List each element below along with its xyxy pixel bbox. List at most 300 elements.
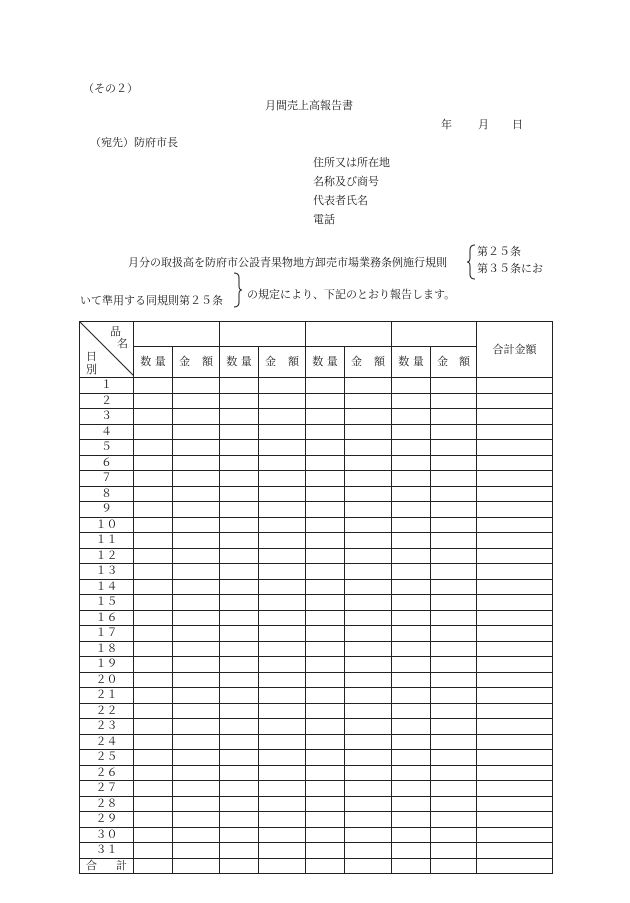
qty-cell[interactable] [392,409,431,425]
amount-cell[interactable] [173,719,220,735]
amount-cell[interactable] [431,796,477,812]
qty-cell[interactable] [134,765,173,781]
amount-cell[interactable] [259,657,306,673]
total-amount-cell[interactable] [477,672,553,688]
qty-cell[interactable] [220,409,259,425]
total-amount-cell[interactable] [477,533,553,549]
amount-cell[interactable] [173,781,220,797]
total-amount-cell[interactable] [477,610,553,626]
amount-cell[interactable] [431,455,477,471]
qty-cell[interactable] [220,610,259,626]
qty-cell[interactable] [134,641,173,657]
amount-cell[interactable] [259,579,306,595]
qty-cell[interactable] [220,750,259,766]
amount-cell[interactable] [259,564,306,580]
qty-cell[interactable] [306,595,345,611]
amount-cell[interactable] [259,858,306,874]
amount-cell[interactable] [259,827,306,843]
amount-cell[interactable] [259,843,306,859]
amount-cell[interactable] [259,765,306,781]
qty-cell[interactable] [392,378,431,394]
amount-cell[interactable] [345,672,392,688]
qty-cell[interactable] [134,719,173,735]
amount-cell[interactable] [345,719,392,735]
qty-cell[interactable] [392,703,431,719]
qty-cell[interactable] [306,734,345,750]
amount-cell[interactable] [345,858,392,874]
qty-cell[interactable] [220,455,259,471]
representative-label: 代表者氏名 [313,194,368,207]
qty-cell[interactable] [392,781,431,797]
qty-cell[interactable] [134,471,173,487]
qty-cell[interactable] [392,750,431,766]
total-amount-cell[interactable] [477,548,553,564]
product-name-cell-4[interactable] [392,322,477,347]
amount-cell[interactable] [259,719,306,735]
qty-cell[interactable] [392,626,431,642]
amount-cell[interactable] [259,781,306,797]
amount-cell[interactable] [345,781,392,797]
amount-cell[interactable] [345,564,392,580]
qty-cell[interactable] [220,548,259,564]
amount-header-1 [173,347,220,378]
amount-cell[interactable] [431,393,477,409]
qty-cell[interactable] [392,440,431,456]
qty-cell[interactable] [134,858,173,874]
product-name-cell-2[interactable] [220,322,306,347]
qty-cell[interactable] [392,765,431,781]
amount-cell[interactable] [173,440,220,456]
amount-cell[interactable] [345,595,392,611]
qty-cell[interactable] [392,734,431,750]
qty-cell[interactable] [306,719,345,735]
amount-cell[interactable] [259,595,306,611]
total-amount-cell[interactable] [477,657,553,673]
amount-cell[interactable] [431,533,477,549]
amount-cell[interactable] [173,734,220,750]
qty-cell[interactable] [306,393,345,409]
amount-cell[interactable] [431,734,477,750]
amount-cell[interactable] [431,827,477,843]
qty-cell[interactable] [392,517,431,533]
amount-cell[interactable] [431,812,477,828]
qty-cell[interactable] [220,517,259,533]
amount-cell[interactable] [345,486,392,502]
qty-cell[interactable] [306,703,345,719]
qty-cell[interactable] [134,827,173,843]
qty-cell[interactable] [134,672,173,688]
qty-cell[interactable] [392,595,431,611]
total-amount-cell[interactable] [477,393,553,409]
amount-cell[interactable] [259,424,306,440]
qty-cell[interactable] [134,626,173,642]
amount-cell[interactable] [345,843,392,859]
qty-cell[interactable] [392,455,431,471]
amount-cell[interactable] [259,393,306,409]
product-name-cell-3[interactable] [306,322,392,347]
qty-cell[interactable] [306,781,345,797]
qty-cell[interactable] [306,517,345,533]
total-amount-cell[interactable] [477,455,553,471]
amount-cell[interactable] [345,703,392,719]
amount-cell[interactable] [345,610,392,626]
qty-cell[interactable] [220,471,259,487]
amount-cell[interactable] [173,533,220,549]
qty-cell[interactable] [306,765,345,781]
amount-cell[interactable] [431,641,477,657]
total-amount-cell[interactable] [477,765,553,781]
amount-cell[interactable] [345,440,392,456]
qty-cell[interactable] [134,781,173,797]
qty-cell[interactable] [220,502,259,518]
amount-cell[interactable] [345,688,392,704]
qty-cell[interactable] [220,703,259,719]
qty-cell[interactable] [306,843,345,859]
qty-cell[interactable] [306,378,345,394]
amount-cell[interactable] [173,486,220,502]
total-amount-cell[interactable] [477,471,553,487]
amount-cell[interactable] [345,517,392,533]
amount-cell[interactable] [173,548,220,564]
amount-cell[interactable] [431,548,477,564]
amount-cell[interactable] [173,579,220,595]
amount-cell[interactable] [345,579,392,595]
amount-cell[interactable] [431,657,477,673]
qty-cell[interactable] [134,796,173,812]
qty-cell[interactable] [220,672,259,688]
amount-cell[interactable] [431,378,477,394]
amount-cell[interactable] [345,812,392,828]
qty-cell[interactable] [220,781,259,797]
qty-cell[interactable] [134,409,173,425]
qty-cell[interactable] [134,486,173,502]
amount-cell[interactable] [259,502,306,518]
qty-cell[interactable] [392,610,431,626]
amount-cell[interactable] [431,440,477,456]
qty-cell[interactable] [306,455,345,471]
qty-cell[interactable] [392,719,431,735]
day-row [80,610,553,626]
qty-cell[interactable] [134,548,173,564]
qty-cell[interactable] [134,393,173,409]
qty-cell[interactable] [134,750,173,766]
amount-cell[interactable] [345,533,392,549]
qty-cell[interactable] [220,719,259,735]
amount-cell[interactable] [345,796,392,812]
qty-cell[interactable] [134,812,173,828]
total-amount-cell[interactable] [477,827,553,843]
qty-cell[interactable] [392,393,431,409]
qty-cell[interactable] [306,626,345,642]
qty-cell[interactable] [220,765,259,781]
amount-cell[interactable] [173,765,220,781]
amount-cell[interactable] [173,502,220,518]
qty-cell[interactable] [220,858,259,874]
qty-cell[interactable] [220,812,259,828]
amount-cell[interactable] [431,843,477,859]
amount-cell[interactable] [345,657,392,673]
qty-cell[interactable] [134,517,173,533]
amount-cell[interactable] [259,703,306,719]
qty-cell[interactable] [392,564,431,580]
amount-cell[interactable] [173,843,220,859]
amount-cell[interactable] [173,409,220,425]
amount-cell[interactable] [431,626,477,642]
amount-cell[interactable] [431,610,477,626]
total-amount-cell[interactable] [477,440,553,456]
qty-cell[interactable] [392,424,431,440]
qty-cell[interactable] [306,564,345,580]
total-amount-cell[interactable] [477,486,553,502]
amount-cell[interactable] [259,688,306,704]
corner-hi: 日 [86,350,97,363]
qty-cell[interactable] [220,595,259,611]
total-amount-cell[interactable] [477,409,553,425]
qty-cell[interactable] [134,440,173,456]
amount-cell[interactable] [173,703,220,719]
amount-cell[interactable] [173,796,220,812]
amount-cell[interactable] [259,672,306,688]
total-amount-cell[interactable] [477,378,553,394]
qty-cell[interactable] [134,579,173,595]
amount-cell[interactable] [173,672,220,688]
qty-cell[interactable] [220,486,259,502]
qty-cell[interactable] [134,564,173,580]
amount-cell[interactable] [173,812,220,828]
qty-cell[interactable] [392,812,431,828]
amount-cell[interactable] [345,471,392,487]
amount-cell[interactable] [173,858,220,874]
amount-cell[interactable] [173,595,220,611]
qty-cell[interactable] [134,595,173,611]
qty-cell[interactable] [392,688,431,704]
qty-cell[interactable] [306,471,345,487]
qty-cell[interactable] [392,796,431,812]
qty-cell[interactable] [220,657,259,673]
amount-cell[interactable] [259,548,306,564]
total-amount-cell[interactable] [477,626,553,642]
qty-cell[interactable] [306,688,345,704]
amount-cell[interactable] [431,765,477,781]
qty-cell[interactable] [306,409,345,425]
total-amount-cell[interactable] [477,517,553,533]
amount-cell[interactable] [173,657,220,673]
qty-cell[interactable] [306,796,345,812]
amount-cell[interactable] [259,750,306,766]
amount-cell[interactable] [345,641,392,657]
qty-cell[interactable] [392,533,431,549]
amount-cell[interactable] [173,610,220,626]
qty-cell[interactable] [306,533,345,549]
qty-cell[interactable] [306,502,345,518]
amount-cell[interactable] [431,781,477,797]
qty-cell[interactable] [306,812,345,828]
qty-cell[interactable] [220,626,259,642]
amount-cell[interactable] [345,734,392,750]
total-amount-cell[interactable] [477,703,553,719]
qty-cell[interactable] [134,610,173,626]
qty-cell[interactable] [306,641,345,657]
total-amount-cell[interactable] [477,812,553,828]
business-name-label: 名称及び商号 [313,175,379,188]
qty-cell[interactable] [134,378,173,394]
qty-cell[interactable] [306,440,345,456]
qty-cell[interactable] [134,502,173,518]
qty-cell[interactable] [134,424,173,440]
total-amount-cell[interactable] [477,719,553,735]
day-label: １１ [80,533,134,549]
amount-cell[interactable] [345,626,392,642]
amount-cell[interactable] [259,610,306,626]
amount-cell[interactable] [431,502,477,518]
qty-cell[interactable] [306,858,345,874]
qty-cell[interactable] [220,827,259,843]
total-amount-cell[interactable] [477,641,553,657]
qty-cell[interactable] [306,579,345,595]
qty-cell[interactable] [392,657,431,673]
amount-cell[interactable] [259,626,306,642]
amount-cell[interactable] [431,471,477,487]
total-amount-cell[interactable] [477,564,553,580]
amount-cell[interactable] [259,440,306,456]
qty-cell[interactable] [306,657,345,673]
amount-cell[interactable] [173,471,220,487]
qty-cell[interactable] [306,486,345,502]
total-amount-cell[interactable] [477,858,553,874]
qty-cell[interactable] [220,688,259,704]
qty-cell[interactable] [220,424,259,440]
amount-cell[interactable] [345,378,392,394]
qty-cell[interactable] [306,424,345,440]
amount-cell[interactable] [345,548,392,564]
qty-cell[interactable] [220,378,259,394]
amount-cell[interactable] [345,765,392,781]
amount-cell[interactable] [259,455,306,471]
amount-cell[interactable] [259,796,306,812]
amount-cell[interactable] [259,409,306,425]
amount-cell[interactable] [259,378,306,394]
qty-cell[interactable] [220,564,259,580]
qty-cell[interactable] [306,610,345,626]
amount-cell[interactable] [173,626,220,642]
total-amount-cell[interactable] [477,579,553,595]
amount-cell[interactable] [173,393,220,409]
amount-cell[interactable] [173,564,220,580]
amount-cell[interactable] [431,517,477,533]
amount-cell[interactable] [345,750,392,766]
qty-cell[interactable] [306,827,345,843]
amount-cell[interactable] [173,827,220,843]
amount-cell[interactable] [259,471,306,487]
amount-cell[interactable] [431,424,477,440]
amount-cell[interactable] [431,719,477,735]
qty-cell[interactable] [306,750,345,766]
amount-cell[interactable] [431,579,477,595]
qty-cell[interactable] [392,641,431,657]
amount-cell[interactable] [259,486,306,502]
qty-cell[interactable] [134,688,173,704]
qty-cell[interactable] [220,393,259,409]
total-amount-cell[interactable] [477,595,553,611]
qty-cell[interactable] [392,827,431,843]
qty-cell[interactable] [392,486,431,502]
total-amount-cell[interactable] [477,750,553,766]
amount-cell[interactable] [431,750,477,766]
product-name-cell-1[interactable] [134,322,220,347]
amount-cell[interactable] [259,734,306,750]
day-label: ２１ [80,688,134,704]
qty-cell[interactable] [392,579,431,595]
amount-cell[interactable] [345,409,392,425]
amount-cell[interactable] [259,812,306,828]
qty-cell[interactable] [306,548,345,564]
qty-cell[interactable] [392,548,431,564]
amount-cell[interactable] [431,688,477,704]
qty-cell[interactable] [392,672,431,688]
total-amount-cell[interactable] [477,734,553,750]
amount-cell[interactable] [345,424,392,440]
total-amount-cell[interactable] [477,424,553,440]
qty-cell[interactable] [220,579,259,595]
qty-cell[interactable] [134,533,173,549]
amount-cell[interactable] [345,393,392,409]
amount-cell[interactable] [431,703,477,719]
qty-cell[interactable] [392,471,431,487]
amount-cell[interactable] [173,517,220,533]
total-amount-cell[interactable] [477,843,553,859]
amount-cell[interactable] [431,486,477,502]
amount-cell[interactable] [173,750,220,766]
amount-cell[interactable] [173,424,220,440]
amount-cell[interactable] [173,688,220,704]
qty-cell[interactable] [392,843,431,859]
amount-cell[interactable] [431,595,477,611]
amount-cell[interactable] [173,641,220,657]
qty-cell[interactable] [134,843,173,859]
amount-cell[interactable] [173,378,220,394]
qty-cell[interactable] [306,672,345,688]
amount-cell[interactable] [431,672,477,688]
total-amount-cell[interactable] [477,502,553,518]
qty-cell[interactable] [220,796,259,812]
amount-cell[interactable] [259,517,306,533]
qty-cell[interactable] [220,641,259,657]
qty-cell[interactable] [134,455,173,471]
amount-cell[interactable] [431,858,477,874]
total-amount-cell[interactable] [477,781,553,797]
amount-cell[interactable] [345,827,392,843]
qty-cell[interactable] [220,734,259,750]
amount-cell[interactable] [431,564,477,580]
amount-cell[interactable] [259,641,306,657]
day-row [80,703,553,719]
total-amount-cell[interactable] [477,796,553,812]
total-amount-cell[interactable] [477,688,553,704]
qty-cell[interactable] [134,703,173,719]
amount-cell[interactable] [345,502,392,518]
amount-cell[interactable] [173,455,220,471]
qty-cell[interactable] [392,858,431,874]
qty-cell[interactable] [134,657,173,673]
qty-cell[interactable] [220,843,259,859]
amount-cell[interactable] [431,409,477,425]
qty-cell[interactable] [392,502,431,518]
qty-cell[interactable] [220,440,259,456]
amount-cell[interactable] [259,533,306,549]
qty-cell[interactable] [220,533,259,549]
qty-cell[interactable] [134,734,173,750]
amount-cell[interactable] [345,455,392,471]
